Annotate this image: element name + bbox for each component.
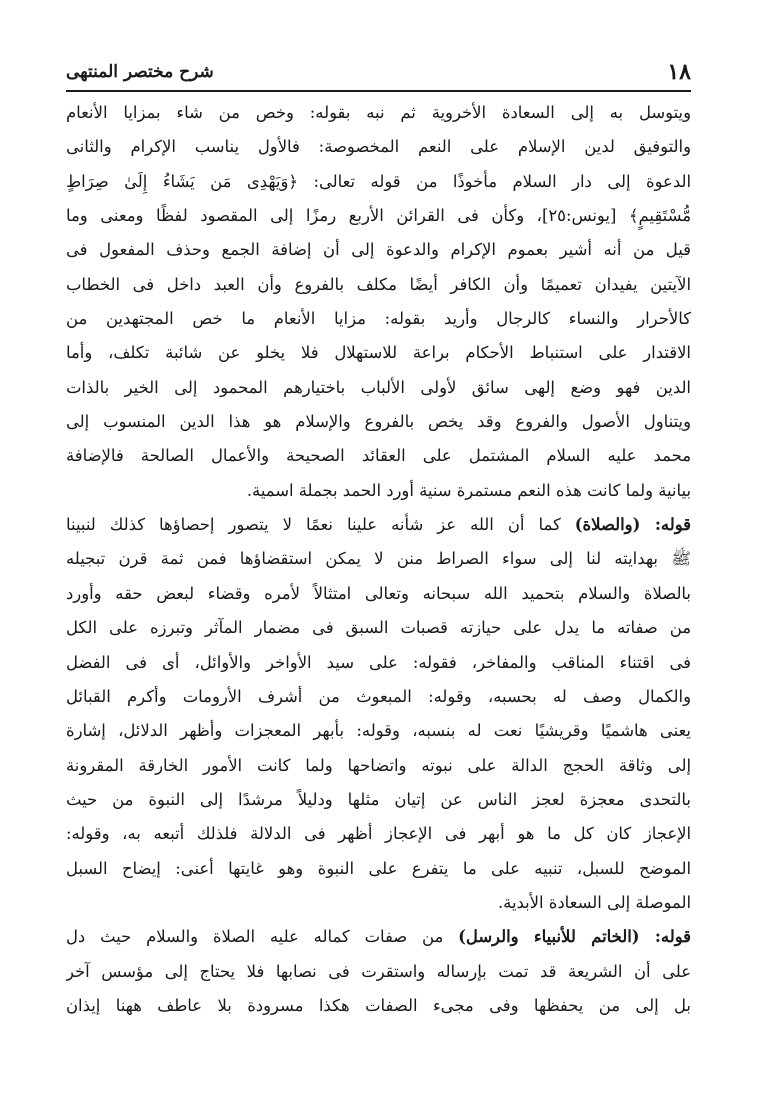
text-line: فى اقتناء المناقب والمفاخر، فقوله: على سيد الأواخر والأوائل، أى فى الفضل bbox=[66, 652, 691, 672]
text-line: الدعوة إلى دار السلام مأخوذًا من قوله تعالى: ﴿وَيَهْدِى مَن يَشَاءُ إِلَىٰ صِرَاطٍ bbox=[66, 171, 691, 191]
text-line: محمد عليه السلام المشتمل على العقائد الصحيحة والأعمال الصالحة فالإضافة bbox=[66, 446, 691, 466]
header-divider bbox=[66, 90, 691, 92]
text-line: ويتوسل به إلى السعادة الأخروية ثم نبه بقوله: وخص من شاء بمزايا الأنعام bbox=[66, 103, 691, 122]
text-line: إلى وثاقة الحجج الدالة على نبوته واتضاحها ولما كانت الأمور الخارقة المقرونة bbox=[66, 755, 691, 775]
body-text bbox=[66, 96, 691, 1023]
paragraph-3 bbox=[66, 920, 691, 1023]
text-line-rest: من صفات كماله عليه الصلاة والسلام حيث دل bbox=[66, 927, 459, 947]
text-line: والتوفيق لدين الإسلام على النعم المخصوصة: فالأول يناسب الإكرام والثانى bbox=[66, 137, 691, 157]
text-line: الدين فهو وضع إلهى سائق لأولى الألباب باختيارهم المحمود إلى الخير بالذات bbox=[66, 377, 691, 397]
text-line: الاقتدار على استنباط الأحكام براعة للاستهلال فلا يخلو عن شائبة تكلف، وأما bbox=[66, 343, 691, 363]
text-line: ويتناول الأصول والفروع وقد يخص بالفروع والإسلام هو هذا الدين المنسوب إلى bbox=[66, 412, 691, 432]
text-line: الموصلة إلى السعادة الأبدية. bbox=[497, 892, 691, 912]
text-line: بالتحدى معجزة لعجز الناس عن إتيان مثلها ودليلاً مرشدًا إلى النبوة من حيث bbox=[66, 789, 691, 809]
lead-phrase: قوله: (الخاتم للأنبياء والرسل) bbox=[458, 927, 691, 947]
text-line: بل إلى من يحفظها وفى مجىء الصفات هكذا مسرودة بلا عاطف ههنا إيذان bbox=[66, 995, 691, 1015]
text-line: يعنى هاشميًا وقريشيًا نعت له بنسبه، وقوله: بأبهر المعجزات وأظهر الدلائل، إشارة bbox=[66, 721, 691, 741]
paragraph-2 bbox=[66, 508, 691, 920]
text-line: ﷺ بهدايته لنا إلى سواء الصراط منن لا يمكن استقضاؤها فمن ثمة قرن تبجيله bbox=[66, 549, 691, 569]
running-title: شرح مختصر المنتهى bbox=[66, 62, 214, 82]
text-line: الآيتين يفيدان تعميمًا وأن الكافر أيضًا مكلف بالفروع وأن العبد داخل فى الخطاب bbox=[66, 274, 691, 294]
text-line: بيانية ولما كانت هذه النعم مستمرة سنية أورد الحمد بجملة اسمية. bbox=[246, 480, 691, 500]
text-line: الموضح للسبل، تنبيه على ما يتفرع على النبوة وهو غايتها أعنى: إيضاح السبل bbox=[66, 858, 691, 878]
text-line: والكمال وصف له بحسبه، وقوله: المبعوث من أشرف الأرومات وأكرم القبائل bbox=[66, 686, 691, 706]
page-header bbox=[66, 58, 691, 86]
text-line: كالأحرار والنساء كالرجال وأريد بقوله: مزايا الأنعام ما خص المجتهدين من bbox=[66, 309, 691, 329]
text-line-lead bbox=[66, 508, 691, 542]
text-line-rest: كما أن الله عز شأنه علينا نعمًا لا يتصور إحصاؤها كذلك لنبينا bbox=[66, 515, 575, 535]
lead-phrase: قوله: (والصلاة) bbox=[574, 515, 691, 535]
text-line: مُّسْتَقِيمٍ﴾ [يونس:٢٥]، وكأن فى القرائن الأربع رمزًا إلى المقصود لفظًا ومعنى وما bbox=[66, 206, 691, 226]
text-line: الإعجاز كان كل ما هو أبهر فى الإعجاز أظهر فى الدلالة فلذلك أتبعه به، وقوله: bbox=[66, 824, 691, 844]
page-number: ١٨ bbox=[667, 59, 691, 85]
text-line-lead bbox=[66, 920, 691, 954]
text-line: قيل من أنه أشير بعموم الإكرام والدعوة إلى أن إضافة الجمع وحذف المفعول فى bbox=[66, 240, 691, 260]
text-line: بالصلاة والسلام بتحميد الله سبحانه وتعالى امتثالاً لأمره وقضاء لبعض حقه وأورد bbox=[66, 583, 691, 603]
text-line: من صفاته ما يدل على حيازته قصبات السبق فى مضمار المآثر وتبرزه على الكل bbox=[66, 618, 691, 638]
text-line: على أن الشريعة قد تمت بإرساله واستقرت فى نصابها فلا يحتاج إلى مؤسس آخر bbox=[66, 961, 691, 981]
paragraph-1 bbox=[66, 96, 691, 508]
